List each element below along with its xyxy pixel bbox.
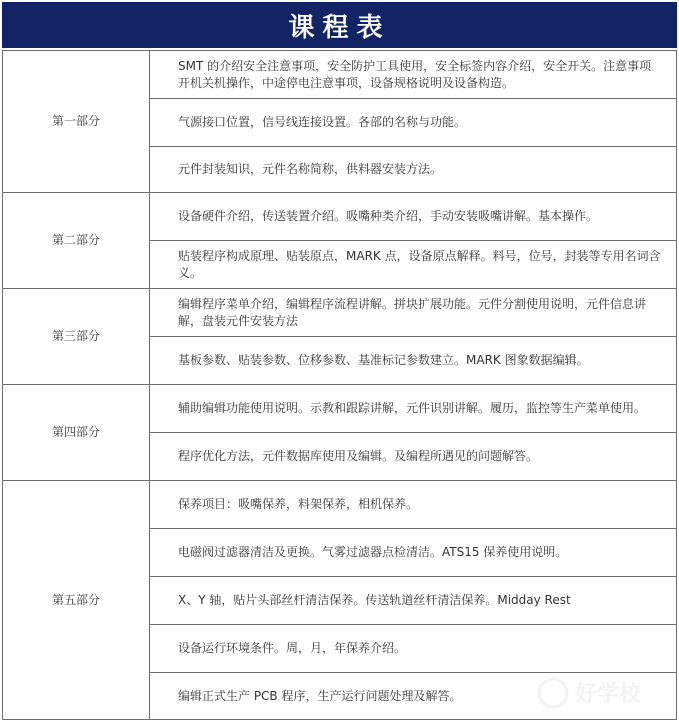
course-item: 基板参数、贴装参数、位移参数、基准标记参数建立。MARK 图象数据编辑。: [150, 337, 677, 385]
course-item: X、Y 轴，贴片头部丝杆清洁保养。传送轨道丝杆清洁保养。Midday Rest: [150, 577, 677, 625]
course-item: 设备运行环境条件。周，月，年保养介绍。: [150, 625, 677, 673]
course-schedule-table: [2, 50, 677, 720]
course-item: 编辑程序菜单介绍，编辑程序流程讲解。拼块扩展功能。元件分割使用说明，元件信息讲解，盘装元件安装方法: [150, 289, 677, 337]
part-label: 第一部分: [3, 51, 150, 193]
course-item: 程序优化方法，元件数据库使用及编辑。及编程所遇见的问题解答。: [150, 433, 677, 481]
table-row: [3, 385, 677, 433]
table-row: [3, 51, 677, 99]
part-label: 第四部分: [3, 385, 150, 481]
part-label: 第三部分: [3, 289, 150, 385]
part-label: 第二部分: [3, 193, 150, 289]
course-item: SMT 的介绍安全注意事项，安全防护工具使用，安全标签内容介绍，安全开关。注意事项开机关机操作，中途停电注意事项，设备规格说明及设备构造。: [150, 51, 677, 99]
watermark-text: 好学校: [575, 682, 642, 707]
course-item: 贴装程序构成原理、贴装原点，MARK 点，设备原点解释。料号，位号，封装等专用名词含义。: [150, 241, 677, 289]
title-bar: [2, 2, 677, 48]
table-row: [3, 481, 677, 529]
table-row: [3, 193, 677, 241]
course-item: 编辑正式生产 PCB 程序，生产运行问题处理及解答。: [150, 673, 677, 720]
part-label: 第五部分: [3, 481, 150, 720]
course-item: 元件封装知识，元件名称简称，供料器安装方法。: [150, 147, 677, 193]
table-row: [3, 289, 677, 337]
page-title: 课程表: [288, 12, 391, 43]
course-item: 保养项目：吸嘴保养，料架保养，相机保养。: [150, 481, 677, 529]
course-item: 设备硬件介绍，传送装置介绍。吸嘴种类介绍，手动安装吸嘴讲解。基本操作。: [150, 193, 677, 241]
course-item: 电磁阀过滤器清洁及更换。气雾过滤器点检清洁。ATS15 保养使用说明。: [150, 529, 677, 577]
course-item: 辅助编辑功能使用说明。示教和跟踪讲解，元件识别讲解。履历，监控等生产菜单使用。: [150, 385, 677, 433]
course-item: 气源接口位置，信号线连接设置。各部的名称与功能。: [150, 99, 677, 147]
